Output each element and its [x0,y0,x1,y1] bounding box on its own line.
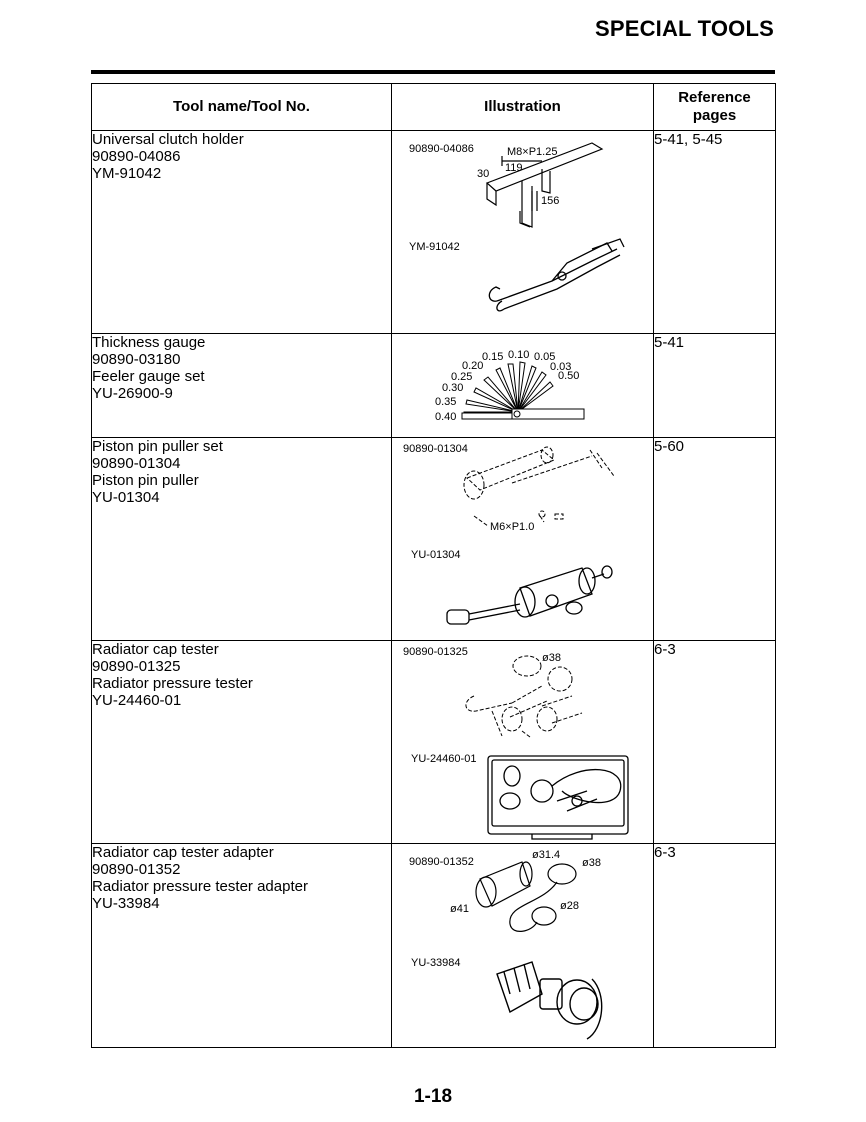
tool-name: Piston pin puller set [92,438,223,455]
reference-pages-cell: 5-41 [654,334,776,438]
tool-name: Radiator cap tester [92,641,219,658]
reference-pages-cell: 5-41, 5-45 [654,131,776,334]
radiator-cap-tester-illustration [392,641,652,841]
table-row [92,641,776,844]
reference-pages-cell: 5-60 [654,438,776,641]
page-number: 1-18 [413,1086,453,1107]
dimension-label: M8×P1.25 [507,146,558,158]
tool-name: Radiator pressure tester [92,675,253,692]
dimension-label: 30 [477,168,490,180]
part-number-label: YU-24460-01 [411,753,477,765]
tool-name: Thickness gauge [92,334,206,351]
illustration-cell [392,334,654,438]
dimension-label: 0.05 [534,351,556,363]
tool-number: 90890-03180 [92,351,181,368]
tool-names-cell [92,334,392,438]
tool-number: YU-33984 [92,895,160,912]
dimension-label: 0.50 [558,370,580,382]
tool-number: YU-26900-9 [92,385,173,402]
tool-number: 90890-04086 [92,148,181,165]
table-row [92,844,776,1048]
tool-name: Radiator pressure tester adapter [92,878,308,895]
part-number-label: 90890-01325 [403,646,468,658]
tool-number: YU-24460-01 [92,692,182,709]
table-header-row [92,84,776,131]
header-illustration: Illustration [392,84,654,131]
tool-number: 90890-01304 [92,455,181,472]
page-title: SPECIAL TOOLS [594,16,774,41]
illustration-cell [392,131,654,334]
header-reference-pages [654,84,776,131]
dimension-label: ø38 [582,857,601,869]
tool-names-cell [92,641,392,844]
tool-name: Radiator cap tester adapter [92,844,274,861]
part-number-label: 90890-01304 [403,443,468,455]
dimension-label: 0.10 [508,349,530,361]
dimension-label: 119 [505,162,523,174]
dimension-label: ø38 [542,652,561,664]
header-rule [91,70,775,74]
clutch-holder-illustration [392,131,652,331]
dimension-label: ø31.4 [532,849,561,861]
illustration-cell [392,438,654,641]
table-row [92,334,776,438]
tool-number: YU-01304 [92,489,160,506]
part-number-label: 90890-01352 [409,856,474,868]
tool-names-cell [92,131,392,334]
tool-name: Piston pin puller [92,472,199,489]
piston-pin-puller-illustration [392,438,652,638]
tool-number: YM-91042 [92,165,162,182]
tool-name: Feeler gauge set [92,368,205,385]
part-number-label: 90890-04086 [409,143,474,155]
dimension-label: 156 [541,195,560,207]
header-reference-label: Reference pages [678,89,751,124]
part-number-label: YU-01304 [411,549,461,561]
tool-name: Universal clutch holder [92,131,244,148]
dimension-label: 0.40 [435,411,457,423]
dimension-label: ø28 [560,900,579,912]
part-number-label: YU-33984 [411,957,461,969]
reference-pages-cell: 6-3 [654,844,776,1048]
dimension-label: M6×P1.0 [490,521,535,533]
illustration-cell [392,844,654,1048]
tool-names-cell [92,438,392,641]
special-tools-table [91,83,776,1048]
dimension-label: 0.20 [462,360,484,372]
header-tool-name: Tool name/Tool No. [92,84,392,131]
dimension-label: 0.35 [435,396,457,408]
radiator-adapter-illustration [392,844,652,1044]
table-row [92,438,776,641]
dimension-label: 0.03 [550,361,572,373]
dimension-label: ø41 [450,903,469,915]
part-number-label: YM-91042 [409,241,460,253]
feeler-gauge-illustration [392,334,652,434]
reference-pages-cell: 6-3 [654,641,776,844]
tool-number: 90890-01325 [92,658,181,675]
illustration-cell [392,641,654,844]
table-row [92,131,776,334]
dimension-label: 0.30 [442,382,464,394]
tool-names-cell [92,844,392,1048]
tool-number: 90890-01352 [92,861,181,878]
dimension-label: 0.15 [482,351,504,363]
dimension-label: 0.25 [451,371,473,383]
